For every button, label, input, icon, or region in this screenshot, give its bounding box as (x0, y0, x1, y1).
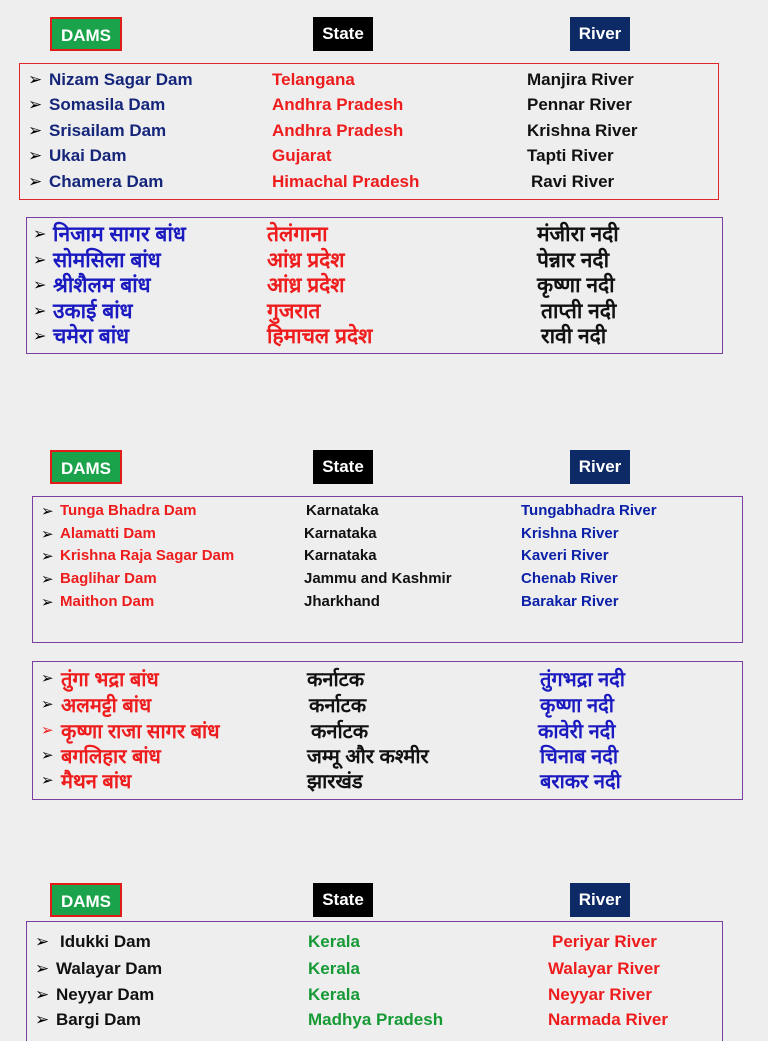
arrow-icon: ➢ (41, 503, 54, 520)
arrow-icon: ➢ (41, 571, 54, 588)
state-name: गुजरात (267, 300, 321, 323)
dam-name: Alamatti Dam (60, 525, 156, 542)
arrow-icon: ➢ (28, 70, 43, 89)
arrow-icon: ➢ (33, 252, 47, 269)
arrow-icon: ➢ (28, 121, 43, 140)
dam-name: कृष्णा राजा सागर बांध (61, 721, 220, 743)
state-name: हिमाचल प्रदेश (267, 325, 373, 348)
dam-name: श्रीशैलम बांध (53, 274, 151, 297)
river-name: Narmada River (548, 1010, 669, 1029)
river-name: रावी नदी (541, 325, 607, 348)
state-name: Himachal Pradesh (272, 172, 420, 191)
arrow-icon: ➢ (41, 548, 54, 565)
dam-name: बगलिहार बांध (61, 746, 161, 768)
arrow-icon: ➢ (33, 277, 47, 294)
arrow-icon: ➢ (41, 526, 54, 543)
arrow-icon: ➢ (41, 670, 54, 687)
dam-name: Baglihar Dam (60, 570, 157, 587)
state-name: आंध्र प्रदेश (267, 249, 345, 272)
river-header: River (570, 883, 630, 917)
state-name: Kerala (308, 985, 360, 1004)
arrow-icon: ➢ (35, 932, 50, 951)
state-name: Jharkhand (304, 593, 380, 610)
river-name: Krishna River (521, 525, 619, 542)
dam-name: चमेरा बांध (53, 325, 130, 348)
dam-name: Bargi Dam (56, 1010, 142, 1029)
arrow-icon: ➢ (41, 772, 54, 789)
state-header: State (313, 450, 373, 484)
arrow-icon: ➢ (41, 594, 54, 611)
arrow-icon: ➢ (33, 303, 47, 320)
river-name: Chenab River (521, 570, 618, 587)
dam-name: उकाई बांध (53, 300, 133, 323)
river-name: कृष्णा नदी (537, 274, 615, 297)
state-name: Karnataka (304, 547, 377, 564)
arrow-icon: ➢ (41, 696, 54, 713)
river-name: Tungabhadra River (521, 502, 657, 519)
section2-english-table (32, 496, 743, 643)
river-name: कृष्णा नदी (540, 695, 614, 717)
dams-header: DAMS (50, 883, 122, 917)
state-header: State (313, 17, 373, 51)
dam-name: Somasila Dam (49, 95, 166, 114)
state-name: Telangana (272, 70, 355, 89)
dam-name: अलमट्टी बांध (61, 695, 152, 717)
river-name: चिनाब नदी (540, 746, 619, 768)
dam-name: Krishna Raja Sagar Dam (60, 547, 235, 564)
river-name: मंजीरा नदी (537, 223, 619, 246)
state-name: कर्नाटक (309, 695, 367, 717)
state-name: Andhra Pradesh (272, 95, 404, 114)
state-name: Jammu and Kashmir (304, 570, 452, 587)
state-name: आंध्र प्रदेश (267, 274, 345, 297)
arrow-icon: ➢ (41, 722, 54, 739)
arrow-icon: ➢ (33, 328, 47, 345)
state-name: Gujarat (272, 146, 332, 165)
river-name: बराकर नदी (540, 771, 621, 793)
section1-hindi-table (26, 217, 723, 354)
arrow-icon: ➢ (28, 95, 43, 114)
section1-english-table (19, 63, 719, 200)
state-name: झारखंड (307, 771, 363, 793)
river-header: River (570, 17, 630, 51)
river-name: Krishna River (527, 121, 638, 140)
state-name: Karnataka (304, 525, 377, 542)
arrow-icon: ➢ (41, 747, 54, 764)
dam-name: Neyyar Dam (56, 985, 155, 1004)
dam-name: Chamera Dam (49, 172, 164, 191)
dam-name: Tunga Bhadra Dam (60, 502, 197, 519)
state-header: State (313, 883, 373, 917)
river-name: तुंगभद्रा नदी (540, 669, 625, 691)
arrow-icon: ➢ (35, 1010, 50, 1029)
state-name: Madhya Pradesh (308, 1010, 444, 1029)
dam-name: Idukki Dam (60, 932, 151, 951)
section3-english-table (26, 921, 723, 1041)
state-name: तेलंगाना (267, 223, 328, 246)
state-name: Kerala (308, 932, 360, 951)
dam-name: Srisailam Dam (49, 121, 167, 140)
state-name: Kerala (308, 959, 360, 978)
river-name: Neyyar River (548, 985, 652, 1004)
arrow-icon: ➢ (28, 146, 43, 165)
dam-name: Maithon Dam (60, 593, 155, 610)
arrow-icon: ➢ (28, 172, 43, 191)
arrow-icon: ➢ (33, 226, 47, 243)
river-name: पेन्नार नदी (537, 249, 610, 272)
dam-name: सोमसिला बांध (53, 249, 161, 272)
arrow-icon: ➢ (35, 959, 50, 978)
river-name: Pennar River (527, 95, 632, 114)
section2-hindi-table (32, 661, 743, 800)
river-name: Ravi River (531, 172, 615, 191)
river-name: Walayar River (548, 959, 660, 978)
river-header: River (570, 450, 630, 484)
dam-name: मैथन बांध (61, 771, 132, 793)
state-name: Andhra Pradesh (272, 121, 404, 140)
dam-name: Nizam Sagar Dam (49, 70, 193, 89)
river-name: Kaveri River (521, 547, 609, 564)
state-name: जम्मू और कश्मीर (307, 746, 429, 768)
dam-name: Ukai Dam (49, 146, 127, 165)
state-name: कर्नाटक (307, 669, 365, 691)
river-name: ताप्ती नदी (541, 300, 617, 323)
state-name: Karnataka (306, 502, 379, 519)
river-name: कावेरी नदी (538, 721, 616, 743)
dams-header: DAMS (50, 450, 122, 484)
state-name: कर्नाटक (311, 721, 369, 743)
dams-header: DAMS (50, 17, 122, 51)
river-name: Manjira River (527, 70, 634, 89)
arrow-icon: ➢ (35, 985, 50, 1004)
river-name: Barakar River (521, 593, 619, 610)
dam-name: Walayar Dam (56, 959, 163, 978)
river-name: Periyar River (552, 932, 657, 951)
dam-name: तुंगा भद्रा बांध (61, 669, 159, 691)
river-name: Tapti River (527, 146, 614, 165)
dam-name: निजाम सागर बांध (53, 223, 186, 246)
